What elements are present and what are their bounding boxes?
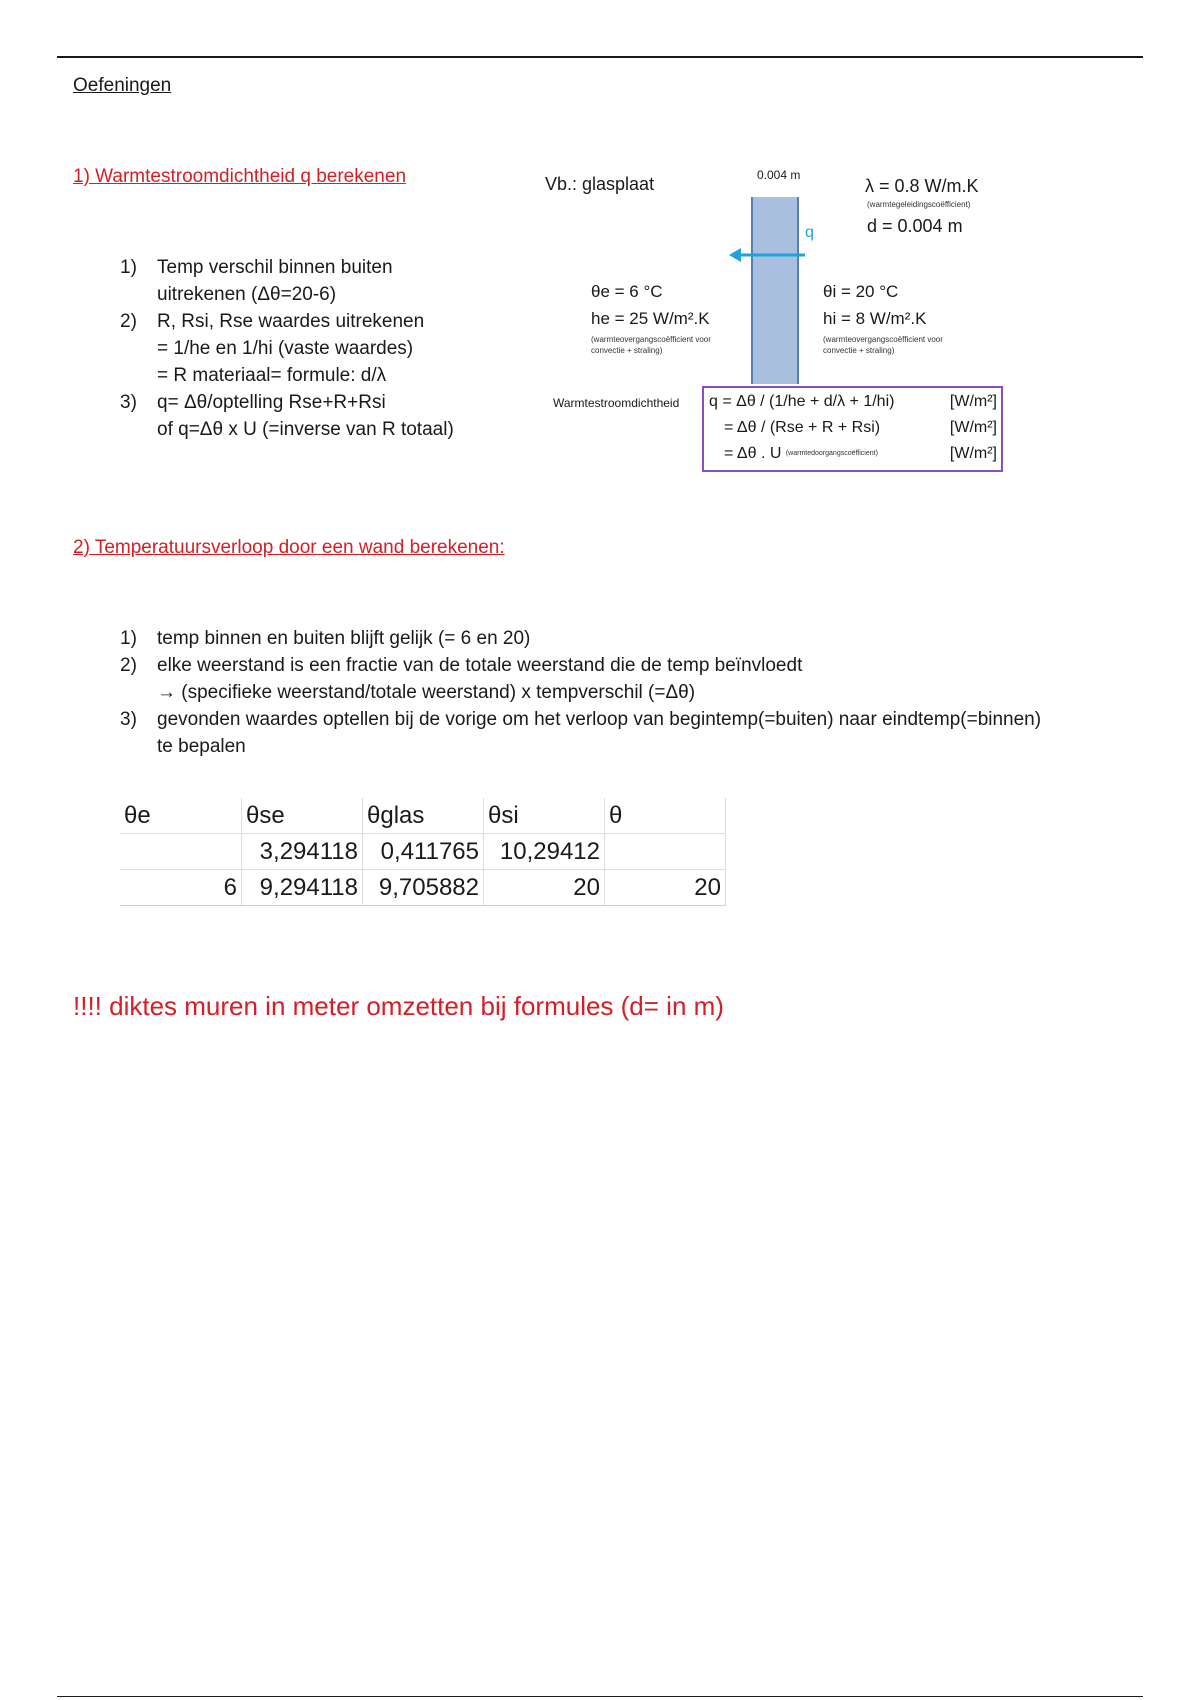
- step-number: 1): [120, 257, 137, 278]
- lambda-note: (warmtegeleidingscoëfficient): [867, 200, 971, 209]
- theta-i-value: θi = 20 °C: [823, 282, 899, 301]
- section2-heading: 2) Temperatuursverloop door een wand berekenen:: [73, 537, 505, 558]
- glass-pane: [751, 197, 799, 384]
- list-item: [120, 706, 1120, 760]
- list-item: [120, 308, 520, 389]
- d-value: d = 0.004 m: [867, 216, 963, 236]
- table-header-cell: θglas: [363, 798, 484, 834]
- glass-plate-figure: [495, 160, 1065, 490]
- h-e-note: (warmteovergangscoëfficient voor convectie + straling): [591, 335, 711, 355]
- top-rule: [57, 56, 1143, 58]
- formula-row: [704, 389, 1001, 415]
- table-cell: 3,294118: [242, 834, 363, 870]
- lambda-value: λ = 0.8 W/m.K: [865, 176, 979, 196]
- list-item: [120, 254, 520, 308]
- formula-text: = Δθ / (Rse + R + Rsi): [724, 419, 881, 436]
- formula-unit: [W/m²]: [949, 393, 997, 410]
- step-number: 1): [120, 628, 137, 649]
- bottom-rule: [57, 1696, 1143, 1697]
- table-header-cell: θse: [242, 798, 363, 834]
- u-note: (warmtedoorgangscoëfficient): [785, 450, 878, 457]
- theta-e-value: θe = 6 °C: [591, 282, 663, 301]
- formula-unit: [W/m²]: [949, 445, 997, 462]
- section1-steps: [120, 254, 520, 443]
- table-header-row: [120, 798, 726, 834]
- step-line: elke weerstand is een fractie van de totale weerstand die de temp beïnvloedt: [157, 655, 803, 676]
- table-cell: [605, 834, 726, 870]
- table-cell: [120, 834, 242, 870]
- formula-text-main: = Δθ . U: [724, 445, 782, 463]
- table-header-cell: θe: [120, 798, 242, 834]
- list-item: [120, 625, 1120, 652]
- step-line: = R materiaal= formule: d/λ: [157, 365, 387, 386]
- list-item: [120, 652, 1120, 706]
- step-number: 2): [120, 655, 137, 676]
- step-line: uitrekenen (Δθ=20-6): [157, 284, 337, 305]
- example-label: Vb.: glasplaat: [545, 174, 655, 194]
- page-title: Oefeningen: [73, 75, 172, 96]
- formula-label: Warmtestroomdichtheid: [553, 396, 680, 410]
- formula-unit: [W/m²]: [949, 419, 997, 436]
- table-header-cell: θsi: [484, 798, 605, 834]
- table-cell: 6: [120, 870, 242, 906]
- step-line: → (specifieke weerstand/totale weerstand) x tempverschil (=Δθ): [157, 682, 696, 703]
- step-number: 3): [120, 709, 137, 730]
- table-row: [120, 834, 726, 870]
- table-cell: 0,411765: [363, 834, 484, 870]
- step-line: temp binnen en buiten blijft gelijk (= 6 en 20): [157, 628, 531, 649]
- thickness-label: 0.004 m: [757, 168, 801, 182]
- temperature-table: [120, 798, 726, 906]
- h-e-value: he = 25 W/m².K: [591, 309, 710, 328]
- h-i-value: hi = 8 W/m².K: [823, 309, 927, 328]
- table-header-cell: θ: [605, 798, 726, 834]
- step-number: 2): [120, 311, 137, 332]
- step-line: gevonden waardes optellen bij de vorige om het verloop van begintemp(=buiten) naar eindtemp(=binnen): [157, 709, 1042, 730]
- step-line: R, Rsi, Rse waardes uitrekenen: [157, 311, 425, 332]
- formula-row: [704, 415, 1001, 441]
- step-line: q= Δθ/optelling Rse+R+Rsi: [157, 392, 386, 413]
- section1-heading: 1) Warmtestroomdichtheid q berekenen: [73, 166, 407, 187]
- table-cell: 10,29412: [484, 834, 605, 870]
- step-line: te bepalen: [157, 736, 246, 757]
- h-i-note: (warmteovergangscoëfficient voor convectie + straling): [823, 335, 943, 355]
- table-cell: 20: [484, 870, 605, 906]
- table-cell: 20: [605, 870, 726, 906]
- formula-row: [704, 441, 1001, 467]
- step-number: 3): [120, 392, 137, 413]
- formula-box: [702, 386, 1003, 472]
- heat-flow-arrow-icon: [727, 245, 807, 265]
- q-label: q: [805, 224, 814, 241]
- step-line: of q=Δθ x U (=inverse van R totaal): [157, 419, 454, 440]
- step-line: = 1/he en 1/hi (vaste waardes): [157, 338, 414, 359]
- step-line: Temp verschil binnen buiten: [157, 257, 393, 278]
- warning-note: !!!! diktes muren in meter omzetten bij formules (d= in m): [73, 991, 724, 1021]
- list-item: [120, 389, 520, 443]
- table-cell: 9,705882: [363, 870, 484, 906]
- section2-steps: [120, 625, 1120, 760]
- formula-text: [724, 441, 878, 467]
- table-cell: 9,294118: [242, 870, 363, 906]
- table-row: [120, 870, 726, 906]
- formula-text: q = Δθ / (1/he + d/λ + 1/hi): [709, 393, 895, 410]
